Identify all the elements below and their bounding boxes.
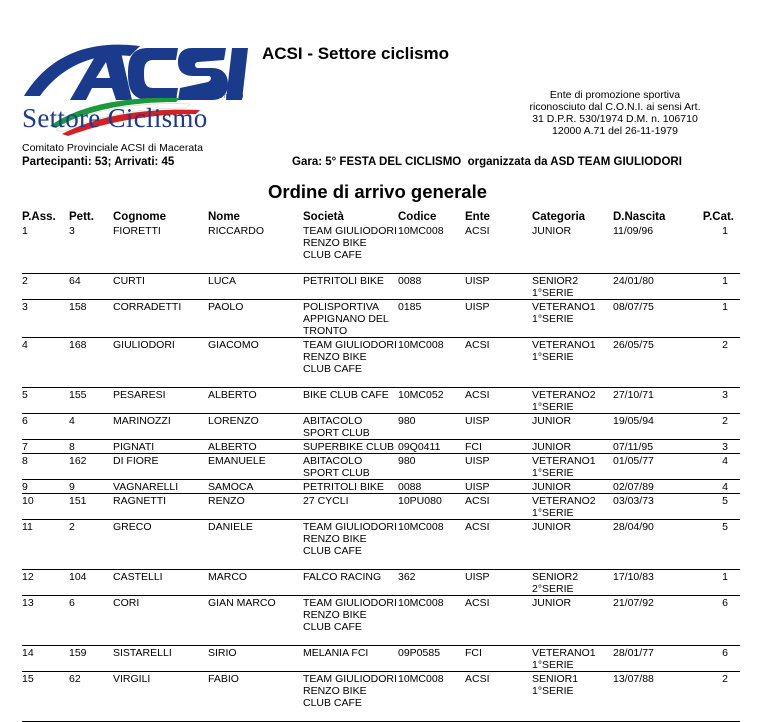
cell-societa: TEAM GIULIODORI RENZO BIKE CLUB CAFE — [303, 225, 397, 261]
cell-codice: 09Q0411 — [398, 441, 441, 453]
cell-cognome: CURTI — [113, 275, 145, 287]
col-ente: Ente — [465, 211, 490, 223]
cell-pett: 4 — [69, 415, 75, 427]
cell-pett: 162 — [69, 455, 87, 467]
cell-nome: GIAN MARCO — [208, 597, 276, 609]
cell-pett: 155 — [69, 389, 87, 401]
cell-cognome: VIRGILI — [113, 673, 151, 685]
cell-nome: RICCARDO — [208, 225, 265, 237]
committee-name: Comitato Provinciale ACSI di Macerata — [22, 142, 203, 154]
cell-pcat: 3 — [722, 441, 728, 453]
cell-ente: UISP — [465, 455, 490, 467]
cell-nome: GIACOMO — [208, 339, 259, 351]
table-row — [22, 494, 740, 520]
cell-categoria: SENIOR1 1°SERIE — [532, 673, 579, 697]
cell-nome: RENZO — [208, 495, 245, 507]
cell-cognome: DI FIORE — [113, 455, 159, 467]
cell-nascita: 02/07/89 — [613, 481, 654, 493]
race-name: Gara: 5° FESTA DEL CICLISMO organizzata da ASD TEAM GIULIODORI — [292, 156, 682, 168]
cell-pos: 5 — [22, 389, 28, 401]
cell-nome: SAMOCA — [208, 481, 254, 493]
cell-categoria: JUNIOR — [532, 481, 572, 493]
cell-nascita: 28/01/77 — [613, 647, 654, 659]
cell-codice: 10MC008 — [398, 597, 444, 609]
cell-codice: 10MC008 — [398, 673, 444, 685]
cell-pett: 104 — [69, 571, 87, 583]
cell-cognome: CASTELLI — [113, 571, 163, 583]
cell-codice: 362 — [398, 571, 416, 583]
table-row — [22, 596, 740, 646]
cell-societa: TEAM GIULIODORI RENZO BIKE CLUB CAFE — [303, 339, 397, 375]
cell-ente: UISP — [465, 571, 490, 583]
cell-nascita: 28/04/90 — [613, 521, 654, 533]
cell-codice: 0088 — [398, 481, 422, 493]
col-pcat: P.Cat. — [702, 211, 734, 223]
cell-societa: PETRITOLI BIKE — [303, 481, 384, 493]
promo-line: Ente di promozione sportiva — [549, 89, 681, 101]
cell-pett: 8 — [69, 441, 75, 453]
cell-categoria: SENIOR2 1°SERIE — [532, 275, 579, 299]
cell-pcat: 1 — [722, 301, 728, 313]
cell-pett: 159 — [69, 647, 87, 659]
cell-pos: 3 — [22, 301, 28, 313]
cell-pos: 2 — [22, 275, 28, 287]
table-row — [22, 646, 740, 672]
cell-pcat: 2 — [722, 673, 728, 685]
cell-pcat: 1 — [722, 571, 728, 583]
cell-codice: 0088 — [398, 275, 422, 287]
promo-line: 31 D.P.R. 530/1974 D.M. n. 106710 — [532, 113, 698, 125]
cell-pett: 168 — [69, 339, 87, 351]
cell-ente: ACSI — [465, 339, 490, 351]
table-row — [22, 440, 740, 454]
cell-codice: 10MC008 — [398, 521, 444, 533]
cell-pos: 11 — [22, 521, 33, 533]
cell-categoria: VETERANO2 1°SERIE — [532, 495, 596, 519]
cell-nascita: 26/05/75 — [613, 339, 654, 351]
cell-cognome: GIULIODORI — [113, 339, 175, 351]
cell-societa: TEAM GIULIODORI RENZO BIKE CLUB CAFE — [303, 597, 397, 633]
table-row — [22, 414, 740, 440]
col-nascita: D.Nascita — [613, 211, 666, 223]
cell-ente: UISP — [465, 481, 490, 493]
col-nome: Nome — [208, 211, 240, 223]
cell-societa: PETRITOLI BIKE — [303, 275, 384, 287]
cell-nome: LUCA — [208, 275, 237, 287]
cell-nome: PAOLO — [208, 301, 244, 313]
table-body — [22, 224, 740, 722]
cell-codice: 10MC008 — [398, 225, 444, 237]
cell-ente: ACSI — [465, 521, 490, 533]
cell-societa: TEAM GIULIODORI RENZO BIKE CLUB CAFE — [303, 673, 397, 709]
cell-nome: FABIO — [208, 673, 239, 685]
cell-categoria: VETERANO1 1°SERIE — [532, 647, 596, 671]
promo-text — [500, 89, 730, 137]
cell-pett: 2 — [69, 521, 75, 533]
cell-pos: 9 — [22, 481, 28, 493]
cell-nome: MARCO — [208, 571, 248, 583]
report-title — [0, 181, 767, 203]
cell-pett: 151 — [69, 495, 87, 507]
cell-societa: SUPERBIKE CLUB — [303, 441, 395, 453]
cell-cognome: CORI — [113, 597, 140, 609]
promo-line: 12000 A.71 del 26-11-1979 — [552, 125, 678, 137]
cell-nascita: 24/01/80 — [613, 275, 654, 287]
cell-nome: ALBERTO — [208, 441, 257, 453]
cell-ente: ACSI — [465, 225, 490, 237]
cell-nome: EMANUELE — [208, 455, 266, 467]
cell-societa: ABITACOLO SPORT CLUB — [303, 455, 370, 479]
cell-nascita: 21/07/92 — [613, 597, 654, 609]
cell-nome: LORENZO — [208, 415, 259, 427]
cell-pos: 14 — [22, 647, 34, 659]
cell-pcat: 4 — [722, 481, 728, 493]
cell-nascita: 17/10/83 — [613, 571, 654, 583]
cell-codice: 09P0585 — [398, 647, 441, 659]
cell-codice: 10PU080 — [398, 495, 442, 507]
cell-pos: 8 — [22, 455, 28, 467]
col-societa: Società — [303, 211, 344, 223]
table-header — [22, 210, 740, 224]
cell-pett: 6 — [69, 597, 75, 609]
report-title-text: Ordine di arrivo generale — [268, 181, 487, 202]
cell-categoria: VETERANO2 1°SERIE — [532, 389, 596, 413]
logo-text: Settore Ciclismo — [22, 103, 208, 133]
col-categoria: Categoria — [532, 211, 586, 223]
cell-ente: ACSI — [465, 495, 490, 507]
cell-ente: ACSI — [465, 673, 490, 685]
cell-pos: 10 — [22, 495, 34, 507]
cell-cognome: MARINOZZI — [113, 415, 171, 427]
cell-nascita: 03/03/73 — [613, 495, 654, 507]
cell-categoria: SENIOR2 2°SERIE — [532, 571, 579, 595]
table-row — [22, 338, 740, 388]
cell-nascita: 08/07/75 — [613, 301, 654, 313]
cell-ente: UISP — [465, 275, 490, 287]
cell-societa: FALCO RACING — [303, 571, 382, 583]
table-row — [22, 520, 740, 570]
cell-nascita: 11/09/96 — [613, 225, 654, 237]
col-codice: Codice — [398, 211, 437, 223]
cell-codice: 980 — [398, 455, 416, 467]
cell-categoria: VETERANO1 1°SERIE — [532, 301, 596, 325]
cell-pos: 13 — [22, 597, 34, 609]
cell-pett: 3 — [69, 225, 75, 237]
table-row — [22, 388, 740, 414]
cell-ente: FCI — [465, 647, 482, 659]
cell-codice: 10MC052 — [398, 389, 444, 401]
cell-ente: UISP — [465, 415, 490, 427]
promo-line: riconosciuto dal C.O.N.I. ai sensi Art. — [529, 101, 701, 113]
cell-pcat: 2 — [722, 415, 728, 427]
cell-codice: 0185 — [398, 301, 422, 313]
table-row — [22, 672, 740, 722]
cell-cognome: SISTARELLI — [113, 647, 172, 659]
page-title: ACSI - Settore ciclismo — [262, 44, 450, 63]
cell-pos: 4 — [22, 339, 28, 351]
table-row — [22, 274, 740, 300]
cell-categoria: JUNIOR — [532, 415, 572, 427]
cell-societa: BIKE CLUB CAFE — [303, 389, 389, 401]
cell-categoria: JUNIOR — [532, 441, 572, 453]
cell-pcat: 4 — [722, 455, 728, 467]
cell-cognome: PESARESI — [113, 389, 166, 401]
cell-categoria: JUNIOR — [532, 597, 572, 609]
cell-categoria: VETERANO1 1°SERIE — [532, 339, 596, 363]
cell-societa: MELANIA FCI — [303, 647, 369, 659]
table-row — [22, 224, 740, 274]
cell-nascita: 27/10/71 — [613, 389, 654, 401]
col-cognome: Cognome — [113, 211, 167, 223]
cell-pos: 6 — [22, 415, 28, 427]
cell-pcat: 6 — [722, 647, 728, 659]
cell-pos: 12 — [22, 571, 34, 583]
logo-tagline: ASSOCIAZIONE CENTRI SPORTIVI ITALIANI — [140, 94, 244, 100]
cell-pcat: 6 — [722, 597, 728, 609]
cell-pcat: 1 — [722, 225, 728, 237]
cell-nascita: 13/07/88 — [613, 673, 654, 685]
participants-stats: Partecipanti: 53; Arrivati: 45 — [22, 156, 175, 168]
col-pett: Pett. — [69, 211, 94, 223]
cell-ente: ACSI — [465, 389, 490, 401]
cell-nome: ALBERTO — [208, 389, 257, 401]
table-row — [22, 480, 740, 494]
cell-pcat: 3 — [722, 389, 728, 401]
cell-cognome: CORRADETTI — [113, 301, 182, 313]
cell-societa: ABITACOLO SPORT CLUB — [303, 415, 370, 439]
cell-pcat: 5 — [722, 521, 728, 533]
cell-cognome: GRECO — [113, 521, 152, 533]
cell-ente: FCI — [465, 441, 482, 453]
cell-cognome: RAGNETTI — [113, 495, 167, 507]
cell-cognome: FIORETTI — [113, 225, 161, 237]
cell-pett: 62 — [69, 673, 81, 685]
cell-categoria: JUNIOR — [532, 225, 572, 237]
cell-categoria: VETERANO1 1°SERIE — [532, 455, 596, 479]
cell-codice: 10MC008 — [398, 339, 444, 351]
cell-pcat: 1 — [722, 275, 728, 287]
cell-ente: ACSI — [465, 597, 490, 609]
cell-categoria: JUNIOR — [532, 521, 572, 533]
results-table — [22, 210, 740, 722]
cell-nome: DANIELE — [208, 521, 253, 533]
cell-nome: SIRIO — [208, 647, 237, 659]
cell-societa: POLISPORTIVA APPIGNANO DEL TRONTO — [303, 301, 389, 337]
col-pos: P.Ass. — [22, 211, 56, 223]
cell-ente: UISP — [465, 301, 490, 313]
cell-pcat: 5 — [722, 495, 728, 507]
cell-societa: TEAM GIULIODORI RENZO BIKE CLUB CAFE — [303, 521, 397, 557]
cell-pett: 158 — [69, 301, 87, 313]
table-row — [22, 300, 740, 338]
table-row — [22, 454, 740, 480]
cell-societa: 27 CYCLI — [303, 495, 349, 507]
cell-cognome: VAGNARELLI — [113, 481, 179, 493]
cell-pos: 7 — [22, 441, 28, 453]
cell-pett: 64 — [69, 275, 81, 287]
cell-pett: 9 — [69, 481, 75, 493]
cell-nascita: 01/05/77 — [613, 455, 654, 467]
cell-nascita: 07/11/95 — [613, 441, 654, 453]
cell-nascita: 19/05/94 — [613, 415, 654, 427]
table-row — [22, 570, 740, 596]
cell-pos: 15 — [22, 673, 34, 685]
cell-pcat: 2 — [722, 339, 728, 351]
cell-pos: 1 — [22, 225, 28, 237]
cell-codice: 980 — [398, 415, 416, 427]
cell-cognome: PIGNATI — [113, 441, 155, 453]
